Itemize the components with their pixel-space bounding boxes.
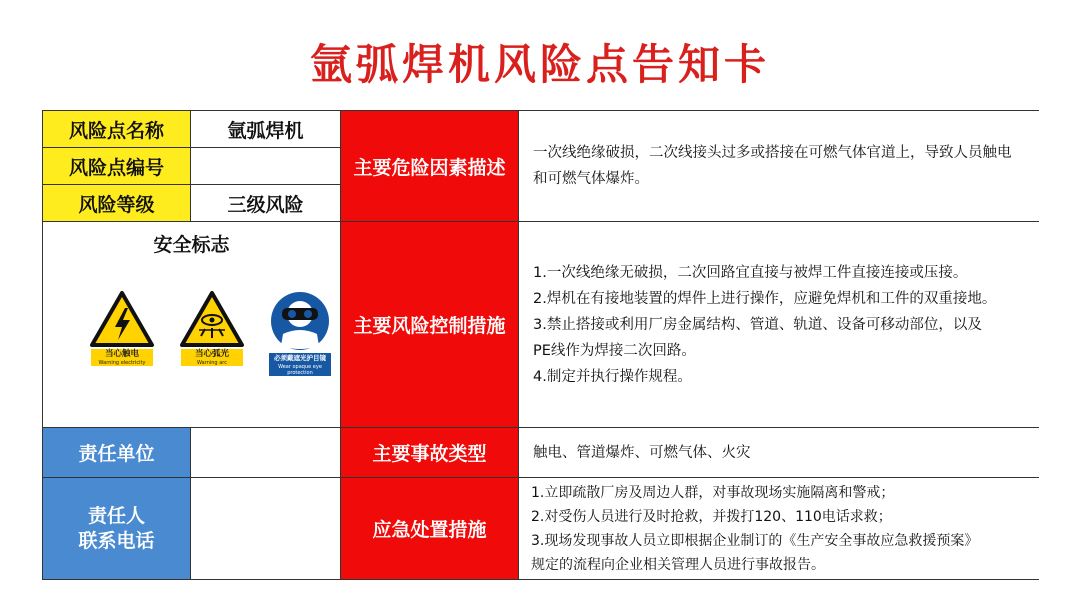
emergency-line: 1.立即疏散厂房及周边人群，对事故现场实施隔离和警戒； xyxy=(531,484,895,501)
risk-name-value: 氩弧焊机 xyxy=(191,111,341,148)
unit-label: 责任单位 xyxy=(43,428,191,478)
control-line: 4.制定并执行操作规程。 xyxy=(533,368,692,385)
emergency-label: 应急处置措施 xyxy=(341,478,519,579)
risk-name-label: 风险点名称 xyxy=(43,111,191,148)
safety-signs-panel xyxy=(43,222,341,428)
hazard-text: 一次线绝缘破损，二次线接头过多或搭接在可燃气体官道上，导致人员触电和可燃气体爆炸。 xyxy=(519,111,1039,222)
sign-electric-caption: 当心触电 Warning electricity xyxy=(91,349,153,366)
accident-text: 触电、管道爆炸、可燃气体、火灾 xyxy=(519,428,1039,478)
safety-signs-title: 安全标志 xyxy=(153,234,230,256)
risk-level-value: 三级风险 xyxy=(191,185,341,222)
hazard-label: 主要危险因素描述 xyxy=(341,111,519,222)
control-label: 主要风险控制措施 xyxy=(341,222,519,428)
goggles-mandatory-icon xyxy=(267,290,333,352)
sign-goggles-caption: 必须戴遮光护目镜 Wear opaque eye protection xyxy=(269,353,331,376)
page-title: 氩弧焊机风险点告知卡 xyxy=(309,40,770,89)
sign-goggles xyxy=(265,290,335,376)
risk-code-value xyxy=(191,148,341,185)
risk-card-table xyxy=(42,110,1039,580)
arc-warning-icon xyxy=(179,290,245,348)
control-line: 2.焊机在有接地装置的焊件上进行操作，应避免焊机和工件的双重接地。 xyxy=(533,290,997,307)
control-line: 3.禁止搭接或利用厂房金属结构、管道、轨道、设备可移动部位，以及 xyxy=(533,316,982,333)
unit-value xyxy=(191,428,341,478)
sign-arc-caption: 当心弧光 Warning arc xyxy=(181,349,243,366)
electric-warning-icon xyxy=(89,290,155,348)
emergency-text xyxy=(519,478,1039,579)
person-label: 责任人 联系电话 xyxy=(43,478,191,579)
accident-label: 主要事故类型 xyxy=(341,428,519,478)
control-line: PE线作为焊接二次回路。 xyxy=(533,342,696,359)
risk-code-label: 风险点编号 xyxy=(43,148,191,185)
person-value xyxy=(191,478,341,579)
sign-electric xyxy=(87,290,157,366)
emergency-line: 规定的流程向企业相关管理人员进行事故报告。 xyxy=(531,556,825,573)
emergency-line: 2.对受伤人员进行及时抢救，并拨打120、110电话求救； xyxy=(531,508,892,525)
sign-arc xyxy=(177,290,247,366)
emergency-line: 3.现场发现事故人员立即根据企业制订的《生产安全事故应急救援预案》 xyxy=(531,532,979,549)
control-text xyxy=(519,222,1039,428)
risk-level-label: 风险等级 xyxy=(43,185,191,222)
control-line: 1.一次线绝缘无破损，二次回路宜直接与被焊工件直接连接或压接。 xyxy=(533,264,968,281)
